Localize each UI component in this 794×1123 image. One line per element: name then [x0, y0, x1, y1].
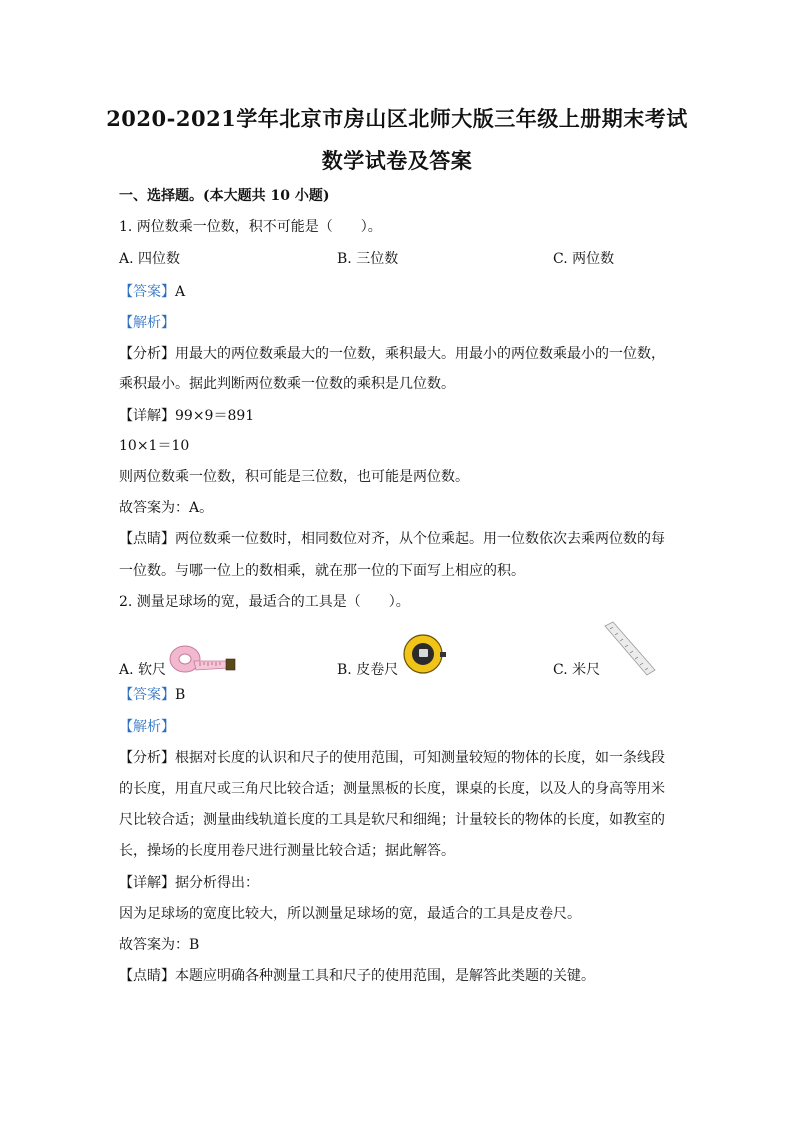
reel-tape-measure-image	[399, 634, 447, 674]
q1-jiexi-tag: 【解析】	[119, 315, 175, 331]
q1-xiangjie-text1: 99×9＝891	[175, 408, 255, 424]
q2-answer-line	[119, 685, 185, 705]
q2-fenxi-line3: 尺比较合适；测量曲线轨道长度的工具是软尺和细绳；计量较长的物体的长度，如教室的	[119, 812, 665, 828]
q2-xiangjie-line1	[119, 873, 259, 893]
section-heading: 一、选择题。(本大题共 10 小题)	[119, 188, 330, 204]
q2-answer-value: B	[175, 687, 186, 703]
q1-xiangjie-line1	[119, 406, 254, 426]
q1-fenxi-tag: 【分析】	[119, 346, 175, 362]
q1-fenxi-text1: 用最大的两位数乘最大的一位数，乘积最大。用最小的两位数乘最小的一位数，	[175, 346, 665, 362]
q2-option-c: C. 米尺	[553, 662, 601, 678]
q1-option-a: A. 四位数	[119, 251, 181, 267]
q1-xiangjie-tag: 【详解】	[119, 408, 175, 424]
q2-fenxi-line2: 的长度，用直尺或三角尺比较合适；测量黑板的长度，课桌的长度，以及人的身高等用米	[119, 781, 665, 797]
q1-option-c: C. 两位数	[553, 251, 615, 267]
q2-dianjing-text1: 本题应明确各种测量工具和尺子的使用范围，是解答此类题的关键。	[175, 968, 595, 984]
q2-fenxi-tag: 【分析】	[119, 750, 175, 766]
q2-xiangjie-line3: 故答案为：B	[119, 937, 200, 953]
q1-dianjing-text1: 两位数乘一位数时，相同数位对齐，从个位乘起。用一位数依次去乘两位数的每	[175, 531, 665, 547]
q1-fenxi-line2: 乘积最小。据此判断两位数乘一位数的乘积是几位数。	[119, 376, 455, 392]
q2-jiexi-tag: 【解析】	[119, 719, 175, 735]
soft-tape-measure-image	[168, 643, 238, 675]
q1-option-b: B. 三位数	[337, 251, 399, 267]
q1-dianjing-line1	[119, 529, 665, 549]
q2-xiangjie-text1: 据分析得出：	[175, 875, 259, 891]
q2-answer-tag: 【答案】	[119, 687, 175, 703]
q2-option-a: A. 软尺	[119, 662, 167, 678]
document-title-line2: 数学试卷及答案	[321, 148, 473, 173]
q2-fenxi-line1	[119, 748, 665, 768]
q1-answer-tag: 【答案】	[119, 284, 175, 300]
q2-option-b: B. 皮卷尺	[337, 662, 399, 678]
q1-dianjing-tag: 【点睛】	[119, 531, 175, 547]
q1-fenxi-line1	[119, 344, 665, 364]
q2-fenxi-text1: 根据对长度的认识和尺子的使用范围，可知测量较短的物体的长度，如一条线段	[175, 750, 665, 766]
q2-dianjing-tag: 【点睛】	[119, 968, 175, 984]
q1-answer-line	[119, 282, 185, 302]
question-1-stem: 1. 两位数乘一位数，积不可能是（ ）。	[119, 219, 382, 235]
q1-answer-value: A	[175, 284, 186, 300]
q2-xiangjie-tag: 【详解】	[119, 875, 175, 891]
document-title-line1: 2020-2021学年北京市房山区北师大版三年级上册期末考试	[106, 106, 688, 131]
q1-xiangjie-line2: 10×1＝10	[119, 438, 190, 454]
q1-xiangjie-line4: 故答案为：A。	[119, 500, 214, 516]
q2-dianjing-line1	[119, 966, 595, 986]
q1-dianjing-line2: 一位数。与哪一位上的数相乘，就在那一位的下面写上相应的积。	[119, 563, 525, 579]
q2-xiangjie-line2: 因为足球场的宽度比较大，所以测量足球场的宽，最适合的工具是皮卷尺。	[119, 906, 581, 922]
q1-xiangjie-line3: 则两位数乘一位数，积可能是三位数，也可能是两位数。	[119, 469, 469, 485]
q2-fenxi-line4: 长，操场的长度用卷尺进行测量比较合适；据此解答。	[119, 843, 455, 859]
question-2-stem: 2. 测量足球场的宽，最适合的工具是（ ）。	[119, 594, 410, 610]
metre-ruler-image	[601, 620, 659, 678]
